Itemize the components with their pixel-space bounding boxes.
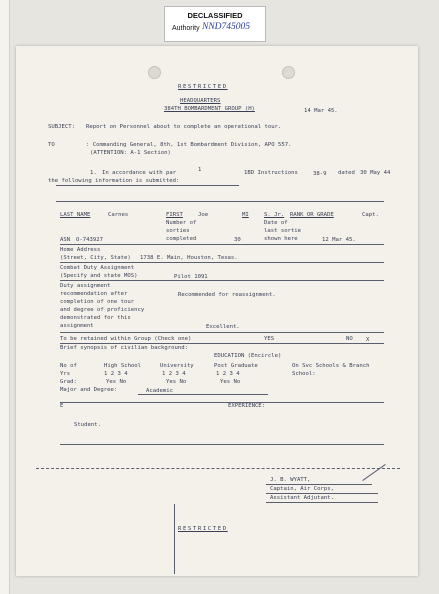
last-name-label: LAST NAME	[60, 212, 91, 218]
dated-label: dated	[338, 170, 355, 176]
duty-label-2: recommendation after	[60, 291, 128, 297]
document-page	[16, 46, 418, 576]
separator-line	[60, 402, 384, 403]
home-address-label-1: Home Address	[60, 247, 101, 253]
vertical-rule	[174, 504, 175, 574]
instructions-number: 38-9	[313, 171, 327, 177]
civilian-background-label: Brief synopsis of civilian background:	[60, 345, 188, 351]
subject-label: SUBJECT:	[48, 124, 75, 130]
university-years: 1 2 3 4	[162, 371, 186, 377]
e-label: E	[60, 403, 64, 409]
service-schools-label: On Svc Schools & Branch	[292, 363, 370, 369]
previous-page-edge	[0, 0, 10, 594]
retained-no-label: NO	[346, 336, 353, 342]
declassified-stamp	[164, 6, 266, 42]
proficiency-value: Excellent.	[206, 324, 240, 330]
separator-line	[138, 394, 268, 395]
group-heading: 384TH BOMBARDMENT GROUP (H)	[164, 106, 255, 112]
classification-top: RESTRICTED	[178, 84, 228, 90]
asn-label: ASN	[60, 237, 71, 243]
signature-line	[266, 502, 378, 503]
combat-duty-label-1: Combat Duty Assignment	[60, 265, 135, 271]
no-of-label: No of	[60, 363, 77, 369]
document-date: 14 Mar 45.	[304, 108, 338, 114]
to-label: TO	[48, 142, 55, 148]
headquarters-heading: HEADQUARTERS	[180, 98, 221, 104]
paragraph-number: 1.	[90, 170, 97, 176]
rank-label: RANK OR GRADE	[290, 212, 334, 218]
stamp-authority-code: NND745005	[202, 22, 251, 32]
signature-line	[266, 484, 372, 485]
retained-yes-label: YES	[264, 336, 275, 342]
experience-heading: EXPERIENCE:	[228, 403, 266, 409]
combat-duty-label-2: (Specify and state MOS)	[60, 273, 138, 279]
separator-line	[56, 201, 384, 202]
grad-label: Grad:	[60, 379, 77, 385]
separator-line	[60, 444, 384, 445]
high-school-grad: Yes No	[106, 379, 127, 385]
rank-value: Capt.	[362, 212, 379, 218]
subject-text: Report on Personnel about to complete an operational tour.	[86, 124, 282, 130]
service-school-label: School:	[292, 371, 316, 377]
to-line-2: (ATTENTION: A-1 Section)	[90, 150, 171, 156]
post-graduate-grad: Yes No	[220, 379, 241, 385]
paragraph-line-2: the following information is submitted:	[48, 178, 180, 184]
signature-title-1: Captain, Air Corps,	[270, 486, 334, 492]
sorties-label-2: sorties	[166, 228, 190, 234]
major-degree-value: Academic	[146, 388, 173, 394]
pen-mark	[362, 464, 386, 481]
education-heading: EDUCATION (Encircle)	[214, 353, 282, 359]
experience-value: Student.	[74, 422, 101, 428]
punch-hole-right	[282, 66, 295, 79]
duty-label-6: assignment	[60, 323, 94, 329]
paragraph-text: In accordance with par	[102, 170, 177, 176]
high-school-label: High School	[104, 363, 142, 369]
university-grad: Yes No	[166, 379, 187, 385]
signature-title-2: Assistant Adjutant.	[270, 495, 334, 501]
paragraph-instructions: 1BD Instructions	[244, 170, 298, 176]
home-address-value: 1738 E. Main, Houston, Texas.	[140, 255, 238, 261]
classification-bottom: RESTRICTED	[178, 526, 228, 532]
separator-line	[56, 185, 239, 186]
sorties-label-3: completed	[166, 236, 197, 242]
recommendation-value: Recommended for reassignment.	[178, 292, 276, 298]
dashed-separator	[36, 468, 400, 469]
first-name-value: Joe	[198, 212, 209, 218]
dated-value: 30 May 44	[360, 170, 391, 176]
punch-hole-left	[148, 66, 161, 79]
post-graduate-label: Post Graduate	[214, 363, 258, 369]
suffix-label: S. Jr.	[264, 212, 285, 218]
last-sortie-label-1: Date of	[264, 220, 288, 226]
last-name-value: Carnes	[108, 212, 129, 218]
separator-line	[60, 262, 384, 263]
duty-label-3: completion of one tour	[60, 299, 135, 305]
last-sortie-label-3: shown here	[264, 236, 298, 242]
major-degree-label: Major and Degree:	[60, 387, 118, 393]
stamp-title: DECLASSIFIED	[187, 11, 243, 20]
asn-value: O-743927	[76, 237, 103, 243]
retained-label: To be retained within Group (Check one)	[60, 336, 192, 342]
separator-line	[60, 280, 384, 281]
last-sortie-label-2: last sortie	[264, 228, 302, 234]
university-label: University	[160, 363, 194, 369]
duty-label-4: and degree of proficiency	[60, 307, 145, 313]
years-label: Yrs	[60, 371, 71, 377]
duty-label-5: demonstrated for this	[60, 315, 131, 321]
to-line-1: : Commanding General, 8th, 1st Bombardment Division, APO 557.	[86, 142, 292, 148]
middle-initial-label: MI	[242, 212, 249, 218]
sorties-value: 30	[234, 237, 241, 243]
separator-line	[60, 244, 384, 245]
duty-label-1: Duty assignment	[60, 283, 111, 289]
home-address-label-2: (Street, City, State)	[60, 255, 131, 261]
combat-duty-value: Pilot 1091	[174, 274, 208, 280]
signature-name: J. B. WYATT,	[270, 477, 311, 483]
stamp-authority-label: Authority	[172, 25, 200, 32]
retained-no-mark: X	[366, 337, 370, 343]
paragraph-par-number: 1	[198, 167, 202, 173]
post-graduate-years: 1 2 3 4	[216, 371, 240, 377]
sorties-label-1: Number of	[166, 220, 197, 226]
separator-line	[60, 332, 384, 333]
signature-line	[266, 493, 378, 494]
separator-line	[60, 343, 384, 344]
last-sortie-value: 12 Mar 45.	[322, 237, 356, 243]
first-name-label: FIRST	[166, 212, 183, 218]
high-school-years: 1 2 3 4	[104, 371, 128, 377]
